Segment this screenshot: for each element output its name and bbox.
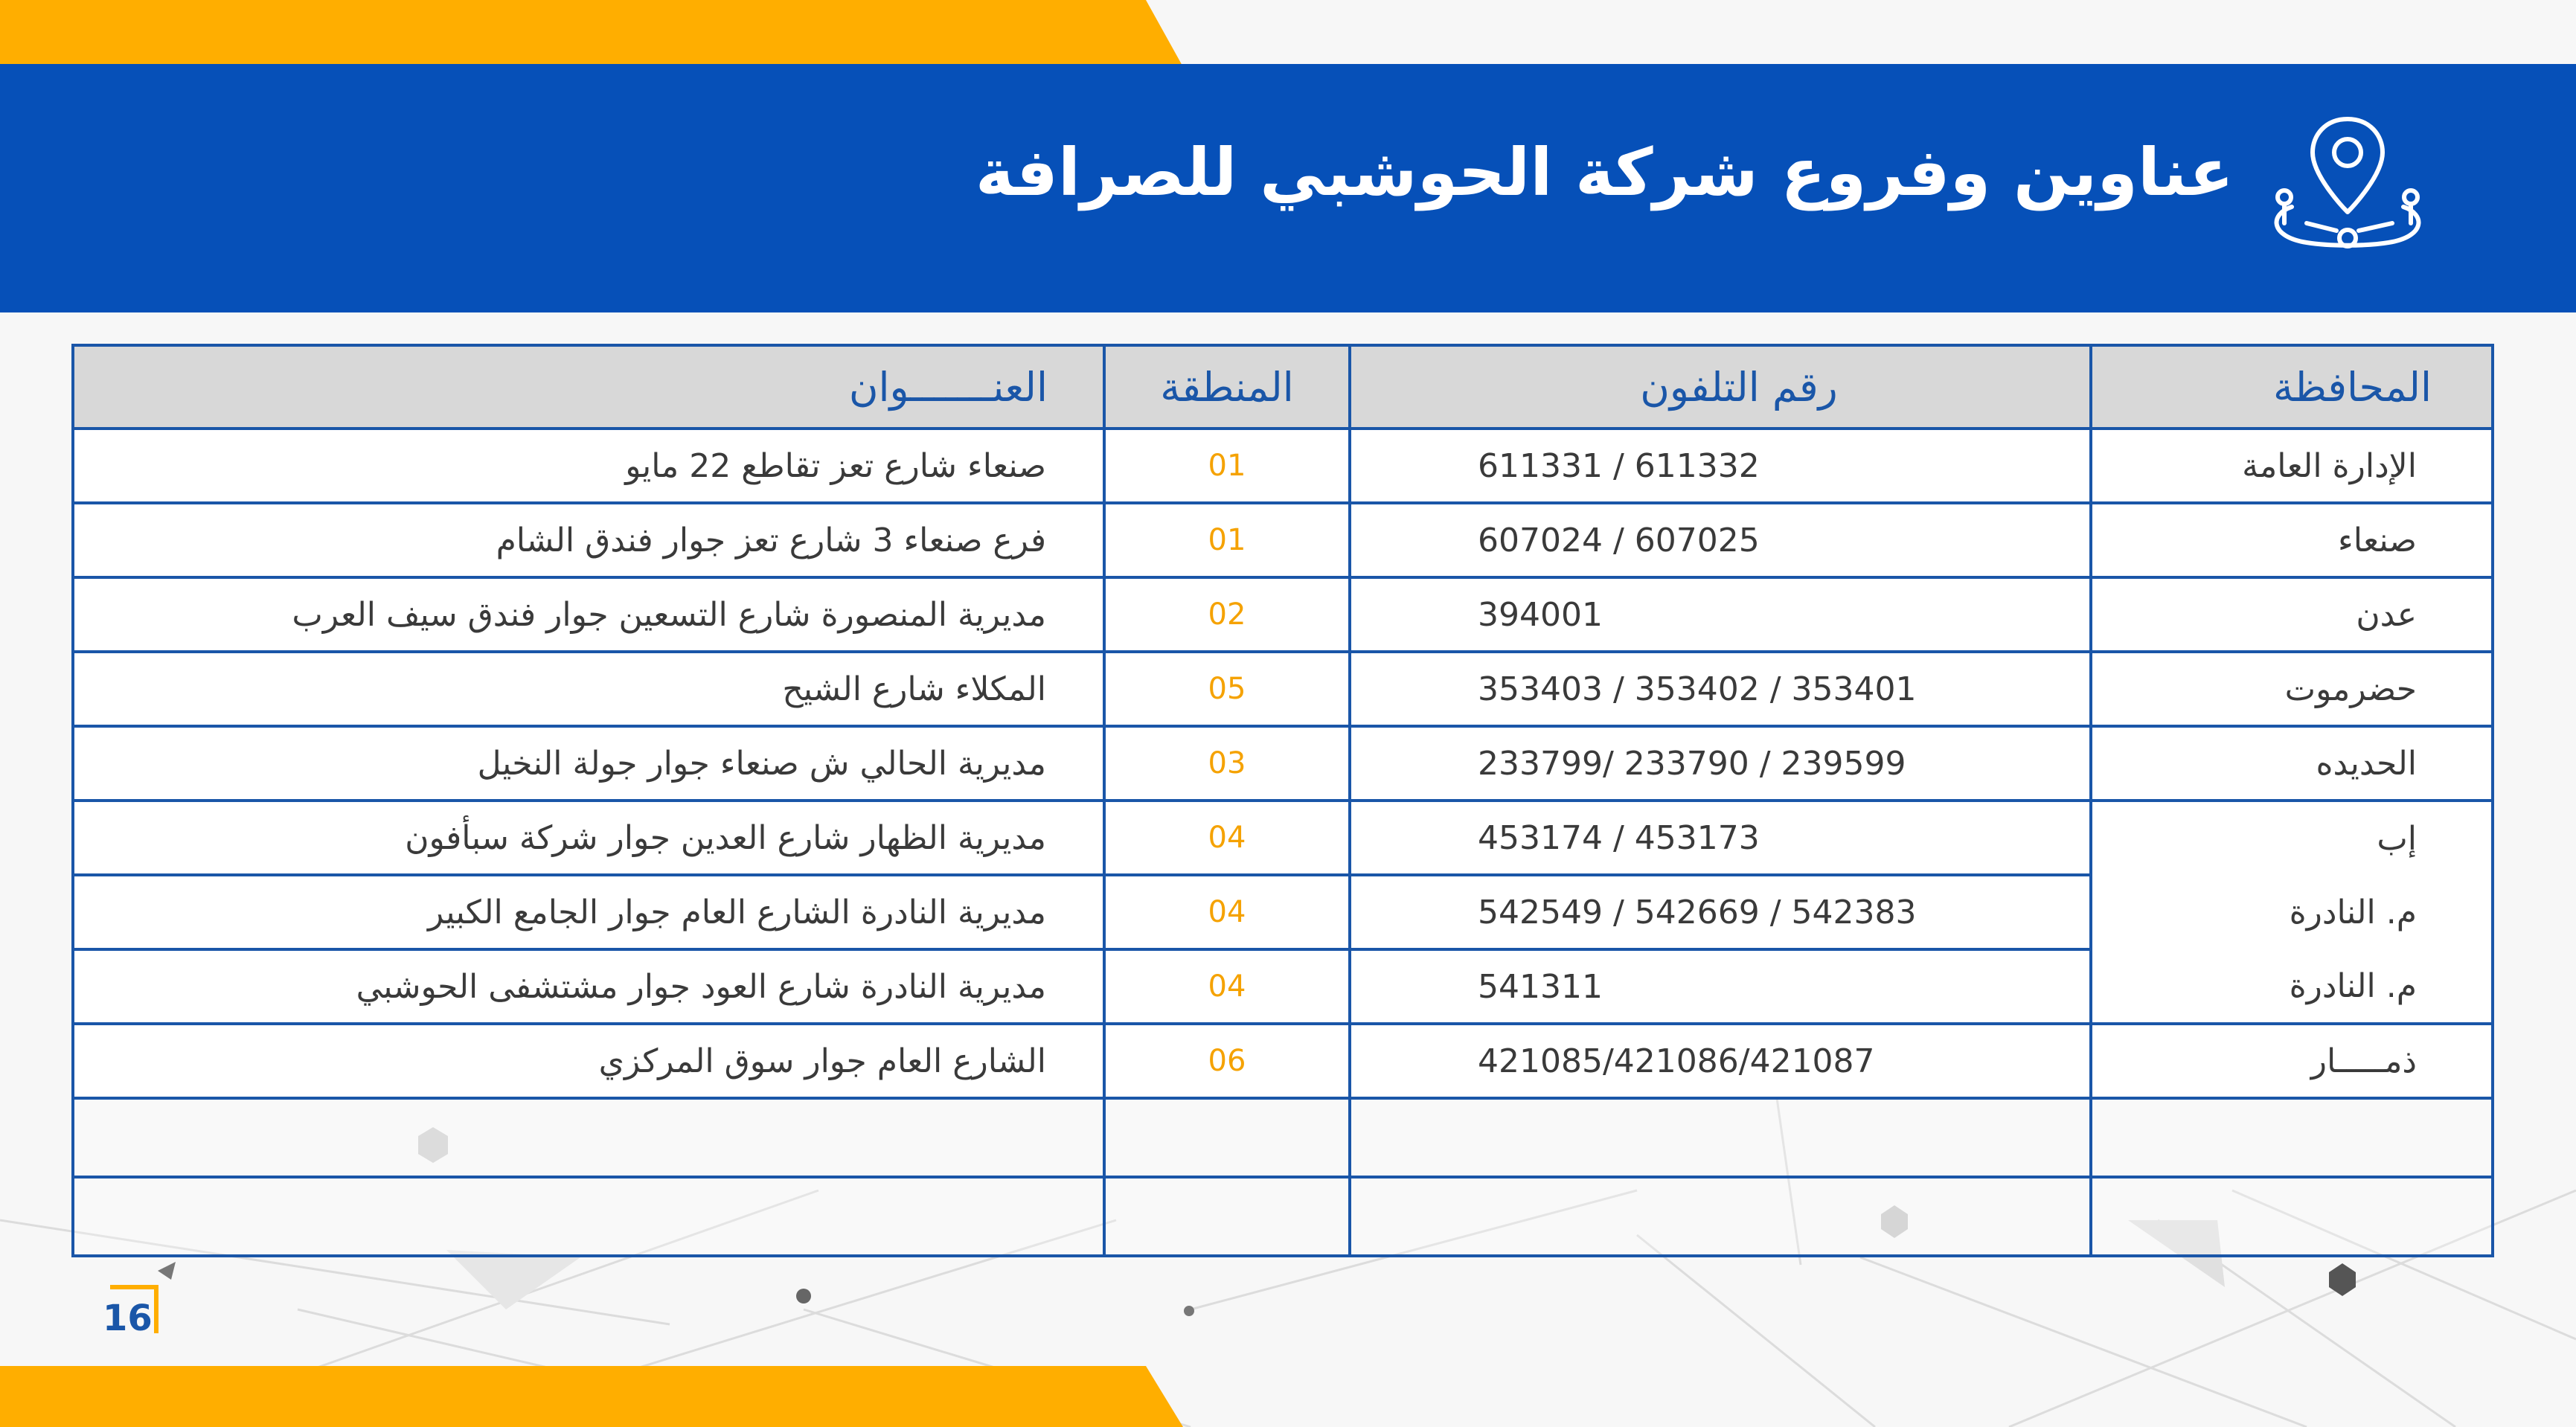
empty-cell: [1104, 1098, 1350, 1177]
empty-table-row: [73, 1177, 2493, 1256]
column-header-address: العنـــــــوان: [73, 345, 1104, 429]
column-header-governorate: المحافظة: [2091, 345, 2493, 429]
table-row: [73, 801, 2493, 875]
empty-cell: [1350, 1098, 2091, 1177]
region-cell: 04: [1104, 801, 1350, 875]
address-cell: مديرية المنصورة شارع التسعين جوار فندق سيف العرب: [73, 577, 1104, 652]
top-orange-accent: [0, 0, 2576, 67]
table-row: [73, 577, 2493, 652]
phone-cell: 233799/ 233790 / 239599: [1350, 726, 2091, 801]
column-header-phone: رقم التلفون: [1350, 345, 2091, 429]
empty-cell: [1104, 1177, 1350, 1256]
governorate-cell: م. النادرة: [2091, 875, 2493, 949]
address-cell: فرع صنعاء 3 شارع تعز جوار فندق الشام: [73, 503, 1104, 577]
empty-cell: [2091, 1177, 2493, 1256]
phone-cell: 541311: [1350, 949, 2091, 1024]
table-row: [73, 949, 2493, 1024]
table-row: [73, 503, 2493, 577]
governorate-cell: الحديده: [2091, 726, 2493, 801]
region-cell: 03: [1104, 726, 1350, 801]
governorate-cell: عدن: [2091, 577, 2493, 652]
phone-cell: 607024 / 607025: [1350, 503, 2091, 577]
branches-table: [71, 344, 2491, 1257]
region-cell: 04: [1104, 875, 1350, 949]
address-cell: الشارع العام جوار سوق المركزي: [73, 1024, 1104, 1098]
phone-cell: 453174 / 453173: [1350, 801, 2091, 875]
bottom-orange-accent: [0, 1366, 1191, 1427]
region-cell: 01: [1104, 429, 1350, 503]
page-number: 16: [103, 1298, 153, 1339]
empty-cell: [73, 1177, 1104, 1256]
region-cell: 02: [1104, 577, 1350, 652]
address-cell: مديرية النادرة الشارع العام جوار الجامع الكبير: [73, 875, 1104, 949]
table-header-row: [73, 345, 2493, 429]
table-row: [73, 1024, 2493, 1098]
region-cell: 01: [1104, 503, 1350, 577]
governorate-cell: م. النادرة: [2091, 949, 2493, 1024]
column-header-region: المنطقة: [1104, 345, 1350, 429]
phone-cell: 353403 / 353402 / 353401: [1350, 652, 2091, 726]
table-row: [73, 429, 2493, 503]
location-pin-map-icon: [2262, 112, 2433, 260]
empty-table-row: [73, 1098, 2493, 1177]
phone-cell: 542549 / 542669 / 542383: [1350, 875, 2091, 949]
table-row: [73, 875, 2493, 949]
phone-cell: 611331 / 611332: [1350, 429, 2091, 503]
address-cell: مديرية الظهار شارع العدين جوار شركة سبأفون: [73, 801, 1104, 875]
region-cell: 04: [1104, 949, 1350, 1024]
table-row: [73, 726, 2493, 801]
address-cell: صنعاء شارع تعز تقاطع 22 مايو: [73, 429, 1104, 503]
address-cell: مديرية النادرة شارع العود جوار مشتشفى الحوشبي: [73, 949, 1104, 1024]
governorate-cell: الإدارة العامة: [2091, 429, 2493, 503]
governorate-cell: حضرموت: [2091, 652, 2493, 726]
address-cell: المكلاء شارع الشيح: [73, 652, 1104, 726]
region-cell: 05: [1104, 652, 1350, 726]
page-title: عناوين وفروع شركة الحوشبي للصرافة: [975, 134, 2234, 211]
region-cell: 06: [1104, 1024, 1350, 1098]
empty-cell: [2091, 1098, 2493, 1177]
phone-cell: 421085/421086/421087: [1350, 1024, 2091, 1098]
phone-cell: 394001: [1350, 577, 2091, 652]
governorate-cell: إب: [2091, 801, 2493, 875]
table-row: [73, 652, 2493, 726]
empty-cell: [1350, 1177, 2091, 1256]
governorate-cell: صنعاء: [2091, 503, 2493, 577]
governorate-cell: ذمـــــار: [2091, 1024, 2493, 1098]
empty-cell: [73, 1098, 1104, 1177]
address-cell: مديرية الحالي ش صنعاء جوار جولة النخيل: [73, 726, 1104, 801]
